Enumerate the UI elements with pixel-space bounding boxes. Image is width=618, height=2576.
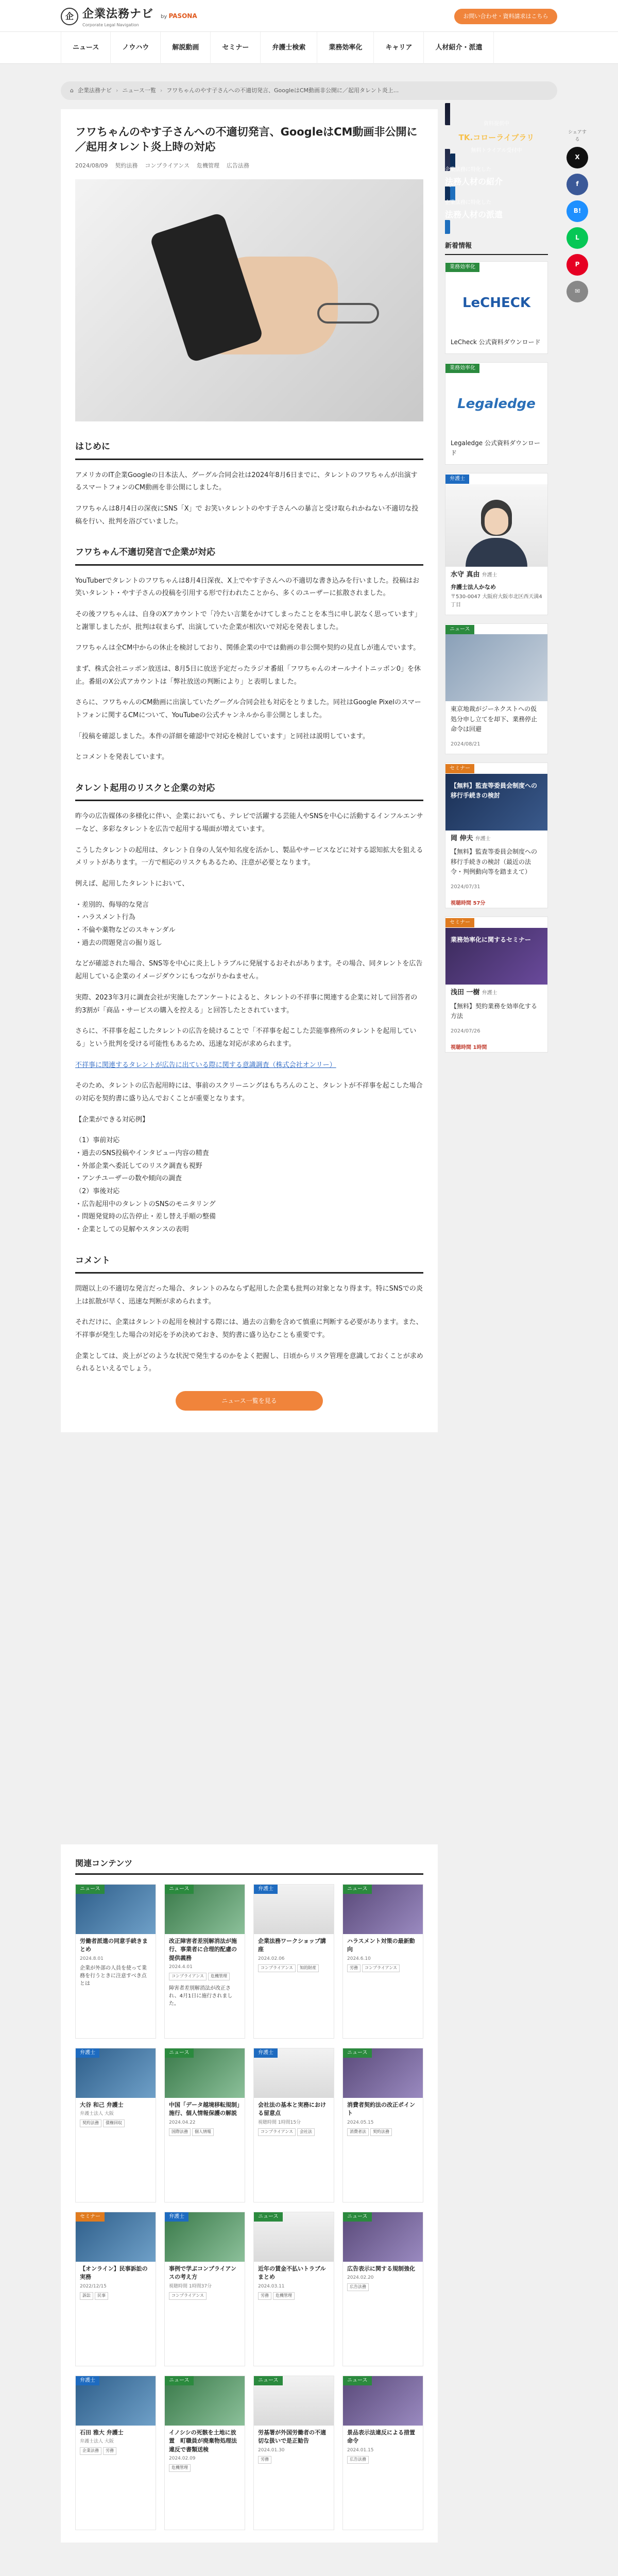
section-heading: はじめに — [75, 440, 423, 460]
article — [61, 109, 438, 1432]
related-date: 視聴時間 1時間15分 — [258, 2120, 301, 2125]
related-thumbnail — [76, 1885, 156, 1934]
card-date: 2024/07/26 — [451, 1028, 480, 1034]
paragraph: YouTuberでタレントのフワちゃんは8月4日深夜、X上でやす子さんへの不適切な書き込みを行いました。投稿はお笑いタレント・やす子さんの投稿を引用する形で行われたことから、多くのユーザーに拡散されました。 — [75, 577, 420, 598]
related-card[interactable] — [342, 2048, 423, 2202]
paragraph: まず、株式会社ニッポン放送は、8月5日に放送予定だったラジオ番組「フワちゃんのオールナイトニッポン0」を休止。番組のX公式アカウントは「弊社放送の判断により」と表明しました。 — [75, 665, 421, 686]
nav-item-7[interactable]: 人材紹介・派遣 — [424, 32, 494, 64]
section-heading: タレント起用のリスクと企業の対応 — [75, 782, 423, 801]
paragraph: 実際、2023年3月に調査会社が実施したアンケートによると、タレントの不祥事に関連する企業に対して回答者の約3割が「商品・サービスの購入を控える」と回答したとされています。 — [75, 993, 418, 1014]
related-card[interactable] — [342, 1884, 423, 2039]
seminar-thumbnail: 【無料】監査等委員会制度への移行手続きの検討 — [445, 774, 547, 831]
related-tags — [343, 2126, 423, 2138]
card-tag: 業務効率化 — [445, 263, 479, 272]
related-tags — [165, 1971, 245, 1982]
paragraph: 「投稿を確認しました。本件の詳細を確認中で対応を検討しています」と同社は説明しています。 — [75, 732, 369, 740]
related-tags — [343, 2281, 423, 2293]
article-date: 2024/08/09 — [75, 162, 108, 169]
legaledge-logo: Legaledge — [457, 396, 536, 412]
related-category: 弁護士 — [254, 1885, 278, 1894]
related-tags — [165, 2126, 245, 2138]
related-thumbnail — [343, 2212, 423, 2262]
paragraph: それだけに、企業はタレントの起用を検討する際には、過去の言動を含めて慎重に判断する必要があります。また、不祥事が発生した場合の対応を予め決めておき、契約書に盛り込むことも重要です。 — [75, 1318, 423, 1340]
related-thumbnail — [343, 1885, 423, 1934]
related-tag: 労務 — [258, 2456, 271, 2464]
related-content — [61, 1844, 438, 2543]
sidebar-card[interactable] — [445, 362, 548, 465]
reference-link[interactable]: 不祥事に関連するタレントが広告に出ている際に関する意識調査（株式会社オンリー） — [75, 1061, 336, 1069]
watch-time: 視聴時間 1時間 — [451, 1045, 487, 1050]
related-tag: 危機管理 — [273, 2292, 295, 2300]
related-tags — [343, 1962, 423, 1974]
sidebar-news-card[interactable] — [445, 623, 548, 754]
sidebar-seminar-card[interactable] — [445, 762, 548, 908]
related-category: ニュース — [76, 1885, 105, 1894]
banner-text: 資料提供中 — [484, 121, 509, 127]
related-category: 弁護士 — [76, 2048, 99, 2058]
related-tag: 契約法務 — [80, 2120, 101, 2127]
related-card[interactable] — [253, 1884, 334, 2039]
related-category: 弁護士 — [165, 2212, 188, 2222]
related-tag: 債権回収 — [103, 2120, 125, 2127]
article-title: フワちゃんのやす子さんへの不適切発言、GoogleはCM動画非公開に／起用タレント炎上時の対応 — [75, 126, 418, 154]
card-tag: 業務効率化 — [445, 364, 479, 373]
related-category: ニュース — [343, 2048, 372, 2058]
related-card[interactable] — [253, 2212, 334, 2366]
share-button-2[interactable]: B! — [566, 200, 588, 222]
related-tags — [254, 2126, 334, 2138]
contact-button[interactable]: お問い合わせ・資料請求はこちら — [454, 9, 557, 24]
list-item: ・アンチユーザーの数や傾向の調査 — [75, 1175, 182, 1183]
related-tag: 契約法務 — [370, 2128, 392, 2136]
related-date: 2024.05.15 — [347, 2120, 374, 2125]
list-item: ・問題発覚時の広告停止・差し替え手順の整備 — [75, 1213, 216, 1221]
related-date: 弁護士法人 大阪 — [80, 2439, 114, 2445]
list-item: （1）事前対応 — [75, 1137, 120, 1145]
related-thumbnail — [343, 2376, 423, 2426]
related-card[interactable] — [342, 2212, 423, 2366]
card-tag: 弁護士 — [445, 474, 469, 484]
lecheck-logo: LeCHECK — [462, 295, 531, 311]
card-caption: 東京地裁がジーネクストへの仮処分申し立てを却下、業務停止命令は回避 — [451, 705, 538, 733]
article-category[interactable]: 広告法務 — [226, 162, 249, 169]
related-date: 2024.01.15 — [347, 2447, 374, 2453]
paragraph: 企業としては、炎上がどのような状況で発生するのかをよく把握し、日頃からリスク管理を意識しておくことが求められるといえるでしょう。 — [75, 1352, 423, 1373]
related-date: 2024.02.06 — [258, 1956, 285, 1961]
related-thumbnail — [76, 2376, 156, 2426]
law-firm-address: 〒530-0047 大阪府大阪市北区西天満4丁目 — [451, 594, 542, 608]
global-nav — [0, 32, 618, 64]
banner-title: TK.コローライブラリ — [458, 132, 535, 142]
related-title: 広告表示に関する規制強化 — [347, 2265, 415, 2272]
card-tag: ニュース — [445, 625, 474, 634]
article-meta — [75, 161, 423, 171]
smartphone-shape — [149, 212, 264, 364]
site-header — [0, 0, 618, 32]
related-date: 2024.04.22 — [169, 2120, 196, 2125]
related-card[interactable] — [164, 2212, 245, 2366]
pasona-brand: PASONA — [168, 12, 197, 20]
sidebar-banner-dispatch[interactable] — [445, 187, 548, 233]
related-tags — [254, 2290, 334, 2302]
related-category: ニュース — [165, 2048, 194, 2058]
card-caption: LeCheck 公式資料ダウンロード — [451, 338, 541, 346]
related-title: 石田 雅大 弁護士 — [80, 2429, 124, 2436]
banner-text: 企業法務に特化した — [445, 199, 491, 206]
related-tag: 訴訟 — [80, 2292, 93, 2300]
related-tag: コンプライアンス — [169, 1973, 207, 1980]
sidebar — [445, 109, 548, 1061]
section-heading: フワちゃん不適切発言で企業が対応 — [75, 546, 423, 565]
related-title: 中国「データ越境移転規制」施行、個人情報保護の解説 — [169, 2101, 240, 2117]
related-title: 消費者契約法の改正ポイント — [347, 2101, 415, 2117]
banner-text: 無料トライアル受付中 — [471, 147, 522, 154]
lawyer-photo — [445, 484, 547, 567]
paragraph: 昨今の広告媒体の多様化に伴い、企業においても、テレビで活躍する芸能人やSNSを中心に活動するインフルエンサーなど、多彩なタレントを広告で起用する場面が増えています。 — [75, 812, 423, 833]
related-card[interactable] — [164, 2376, 245, 2530]
related-title: 大谷 和己 弁護士 — [80, 2101, 124, 2108]
share-button-0[interactable]: X — [566, 147, 588, 168]
card-date: 2024/07/31 — [451, 884, 480, 890]
related-date: 視聴時間 1時間37分 — [169, 2283, 212, 2289]
related-date: 2024.02.09 — [169, 2456, 196, 2462]
paragraph: などが確認された場合、SNS等を中心に炎上しトラブルに発展するおそれがあります。その場合、同タレントを広告起用している企業のイメージダウンにもつながりかねません。 — [75, 960, 423, 981]
related-title: 改正障害者差別解消法が施行、事業者に合理的配慮の提供義務 — [169, 1937, 237, 1961]
related-tag: 国際法務 — [169, 2128, 191, 2136]
breadcrumb — [61, 81, 557, 100]
related-tag: 民事 — [95, 2292, 108, 2300]
speaker-name-text: 浅田 一樹 — [451, 988, 480, 996]
sidebar-banner-library[interactable] — [445, 103, 548, 171]
list-item: ・不倫や薬物などのスキャンダル — [75, 926, 176, 935]
related-thumbnail — [254, 1885, 334, 1934]
related-date: 2024.02.20 — [347, 2275, 374, 2281]
seminar-thumbnail: 業務効率化に関するセミナー — [445, 928, 547, 985]
card-tag: セミナー — [445, 918, 474, 927]
related-date: 2022/12/15 — [80, 2283, 107, 2289]
related-thumbnail — [254, 2212, 334, 2262]
related-thumbnail — [254, 2376, 334, 2426]
paragraph: さらに、フワちゃんのCM動画に出演していたグーグル合同会社も対応をとりました。同社はGoogle Pixelのスマートフォンに関するCMについて、YouTubeの公式チャンネルから非公開としました。 — [75, 699, 421, 719]
paragraph: フワちゃんは全CM中からの休止を検討しており、関係企業の中では動画の非公開や契約の見直しが進んでいます。 — [75, 644, 420, 652]
list-item: （2）事後対応 — [75, 1188, 120, 1196]
sidebar-seminar-card[interactable] — [445, 917, 548, 1053]
home-icon[interactable]: ⌂ — [70, 87, 74, 94]
sidebar-lawyer-card[interactable] — [445, 473, 548, 615]
related-category: ニュース — [343, 2212, 372, 2222]
share-button-1[interactable]: f — [566, 174, 588, 195]
related-title: 会社法の基本と実務における留意点 — [258, 2101, 326, 2117]
news-thumbnail — [445, 634, 547, 701]
speaker-name — [445, 985, 547, 998]
related-card[interactable] — [164, 1884, 245, 2039]
paragraph: 例えば、起用したタレントにおいて、 — [75, 880, 189, 888]
related-card[interactable] — [253, 2048, 334, 2202]
related-tag: 労務 — [103, 2447, 116, 2455]
related-tag: 消費者法 — [347, 2128, 369, 2136]
breadcrumb-home[interactable]: 企業法務ナビ — [77, 87, 112, 94]
related-thumbnail — [343, 2048, 423, 2098]
speaker-name-text: 岡 伸夫 — [451, 834, 473, 842]
related-title: 企業法務ワークショップ講座 — [258, 1937, 326, 1953]
related-card[interactable] — [342, 2376, 423, 2530]
speaker-name — [445, 831, 547, 844]
lawyer-role: 弁護士 — [482, 572, 497, 579]
related-tags — [254, 1962, 334, 1974]
related-tags — [76, 2117, 156, 2129]
related-category: セミナー — [76, 2212, 105, 2222]
related-tag: コンプライアンス — [258, 1964, 296, 1972]
related-excerpt: 企業が外部の人員を使って業務を行うときに注意すべき点とは — [80, 1965, 147, 1987]
related-date: 2024.01.30 — [258, 2447, 285, 2453]
related-title: 近年の賃金不払いトラブルまとめ — [258, 2265, 326, 2281]
law-firm: 弁護士法人かなめ — [451, 583, 496, 590]
paragraph: こうしたタレントの起用は、タレント自身の人気や知名度を活かし、製品やサービスなどに対する認知拡大を狙えるメリットがあります。一方で相応のリスクもあるため、注意が必要となります。 — [75, 846, 423, 867]
related-thumbnail — [254, 2048, 334, 2098]
related-tag: コンプライアンス — [362, 1964, 400, 1972]
watch-time: 視聴時間 57分 — [451, 901, 486, 907]
news-list-button[interactable]: ニュース一覧を見る — [176, 1391, 323, 1411]
article-category[interactable]: 危機管理 — [196, 162, 219, 169]
related-category: ニュース — [165, 1885, 194, 1894]
related-category: ニュース — [343, 1885, 372, 1894]
share-bar — [566, 129, 588, 308]
paragraph: そのため、タレントの広告起用時には、事前のスクリーニングはもちろんのこと、タレントが不祥事を起こした場合の対応を契約書に盛り込んでおくことが重要となります。 — [75, 1082, 423, 1103]
related-date: 2024.4.01 — [169, 1964, 193, 1970]
related-tag: 個人情報 — [192, 2128, 214, 2136]
sidebar-card[interactable] — [445, 261, 548, 354]
section-heading: コメント — [75, 1254, 423, 1274]
related-category: ニュース — [254, 2212, 283, 2222]
logo-by — [161, 11, 197, 21]
sidebar-heading: 新着情報 — [445, 241, 548, 255]
nav-item-1[interactable]: ノウハウ — [111, 32, 161, 64]
paragraph: 問題以上の不適切な発言だった場合、タレントのみならず起用した企業も批判の対象となり得ます。特にSNSでの炎上は拡散が早く、迅速な判断が求められます。 — [75, 1285, 423, 1306]
paragraph: フワちゃんは8月4日の深夜にSNS「X」で お笑いタレントのやす子さんへの暴言と受け取られかねない不適切な投稿を行い、批判を浴びていました。 — [75, 504, 419, 526]
breadcrumb-current: フワちゃんのやす子さんへの不適切発言、GoogleはCM動画非公開に／起用タレント炎上... — [166, 87, 399, 94]
related-date: 2024.6.10 — [347, 1956, 371, 1961]
nav-item-3[interactable]: セミナー — [211, 32, 261, 64]
card-date: 2024/08/21 — [451, 741, 480, 747]
list-item: ・過去のSNS投稿やインタビュー内容の精査 — [75, 1149, 209, 1157]
list-item: ・広告起用中のタレントのSNSのモニタリング — [75, 1200, 216, 1208]
related-tags — [343, 2454, 423, 2466]
share-button-4[interactable]: P — [566, 254, 588, 276]
related-tag: 労務 — [258, 2292, 271, 2300]
lawyer-name-text: 水守 真由 — [451, 571, 480, 579]
related-card[interactable] — [75, 2376, 156, 2530]
article-category[interactable]: 契約法務 — [115, 162, 138, 169]
paragraph: その後フワちゃんは、自身のXアカウントで「冷たい言葉をかけてしまったことを本当に申し訳なく思っています」と謝罪しましたが、批判は収まらず、出演していた企業が相次いで対応を発表しました。 — [75, 610, 421, 631]
list-item: ・過去の問題発言の掘り返し — [75, 939, 163, 947]
related-thumbnail — [76, 2212, 156, 2262]
paragraph: アメリカのIT企業Googleの日本法人、グーグル合同会社は2024年8月6日までに、タレントのフワちゃんが出演するスマートフォンのCM動画を非公開にしました。 — [75, 471, 418, 492]
card-caption: 【無料】契約業務を効率化する方法 — [451, 1002, 538, 1020]
related-title: 景品表示法違反による措置命令 — [347, 2429, 415, 2445]
nav-item-4[interactable]: 弁護士検索 — [261, 32, 317, 64]
related-tag: 広告法務 — [347, 2283, 369, 2291]
related-tag: コンプライアンス — [169, 2292, 207, 2300]
related-date: 弁護士法人 大阪 — [80, 2111, 114, 2117]
share-button-3[interactable]: L — [566, 227, 588, 249]
related-card[interactable] — [75, 1884, 156, 2039]
glasses-shape — [317, 303, 379, 324]
related-thumbnail — [165, 2212, 245, 2262]
article-category[interactable]: コンプライアンス — [145, 162, 190, 169]
list-item: ・企業としての見解やスタンスの表明 — [75, 1226, 189, 1234]
banner-title: 法務人材の紹介 — [445, 176, 503, 187]
banner-title: 法務人材の派遣 — [445, 209, 503, 219]
related-tag: 知的財産 — [297, 1964, 319, 1972]
card-caption: Legaledge 公式資料ダウンロード — [451, 439, 540, 457]
breadcrumb-news[interactable]: ニュース一覧 — [122, 87, 156, 94]
hero-image — [75, 179, 423, 421]
related-category: 弁護士 — [76, 2376, 99, 2385]
related-heading: 関連コンテンツ — [75, 1857, 423, 1875]
chevron-right-icon: › — [115, 87, 118, 94]
nav-item-2[interactable]: 解説動画 — [161, 32, 211, 64]
card-tag: セミナー — [445, 764, 474, 773]
related-tag: 危機管理 — [169, 2464, 191, 2472]
related-title: 労働者派遣の同意手続きまとめ — [80, 1937, 148, 1953]
related-title: イノシシの死骸を土地に放置 町職員が廃棄物処理法違反で書類送検 — [169, 2429, 237, 2453]
site-logo[interactable] — [61, 5, 197, 27]
chevron-right-icon: › — [160, 87, 163, 94]
related-tags — [76, 2445, 156, 2457]
list-item: ・差別的、侮辱的な発言 — [75, 901, 149, 909]
logo-by-label: by — [161, 14, 167, 20]
paragraph: とコメントを発表しています。 — [75, 753, 168, 761]
paragraph: さらに、不祥事を起こしたタレントの広告を続けることで「不祥事を起こした芸能事務所のタレントを起用している」という批判を受ける可能性もあるため、迅速な対応が求められます。 — [75, 1027, 417, 1048]
related-date: 2024.03.11 — [258, 2283, 285, 2289]
related-thumbnail — [165, 2048, 245, 2098]
sidebar-banner-recruit[interactable] — [445, 154, 548, 200]
nav-item-5[interactable]: 業務効率化 — [317, 32, 374, 64]
related-card[interactable] — [75, 2212, 156, 2366]
share-button-5[interactable]: ✉ — [566, 281, 588, 302]
related-tags — [254, 2454, 334, 2466]
related-card[interactable] — [253, 2376, 334, 2530]
speaker-role: 弁護士 — [475, 836, 491, 842]
lawyer-name — [445, 567, 547, 581]
related-category: 弁護士 — [254, 2048, 278, 2058]
related-tag: 労務 — [347, 1964, 360, 1972]
related-thumbnail — [76, 2048, 156, 2098]
related-tag: 広告法務 — [347, 2456, 369, 2464]
related-tags — [76, 2290, 156, 2302]
related-tag: 危機管理 — [208, 1973, 230, 1980]
nav-item-6[interactable]: キャリア — [374, 32, 424, 64]
related-tag: 企業法務 — [80, 2447, 101, 2455]
list-item: ・外部企業へ委託してのリスク調査も視野 — [75, 1162, 202, 1170]
related-thumbnail — [165, 2376, 245, 2426]
related-title: 事例で学ぶコンプライアンスの考え方 — [169, 2265, 236, 2281]
related-tags — [165, 2290, 245, 2302]
logo-mark: 企 — [61, 8, 78, 25]
list-item: ・ハラスメント行為 — [75, 913, 135, 922]
share-label: シェアする — [568, 130, 587, 143]
related-card[interactable] — [164, 2048, 245, 2202]
related-title: ハラスメント対策の最新動向 — [347, 1937, 415, 1953]
related-tags — [165, 2462, 245, 2474]
related-tag: コンプライアンス — [258, 2128, 296, 2136]
related-title: 労基署が外国労働者の不適切な扱いで是正勧告 — [258, 2429, 326, 2445]
speaker-role: 弁護士 — [482, 990, 497, 996]
logo-subtitle: Corporate Legal Navigation — [82, 23, 139, 28]
banner-text: 企業法務に特化した — [445, 166, 491, 173]
logo-text: 企業法務ナビ — [82, 8, 154, 21]
related-category: ニュース — [254, 2376, 283, 2385]
nav-item-0[interactable]: ニュース — [61, 32, 111, 64]
related-thumbnail — [165, 1885, 245, 1934]
related-category: ニュース — [343, 2376, 372, 2385]
related-category: ニュース — [165, 2376, 194, 2385]
related-excerpt: 障害者差別解消法が改正され、4月1日に施行されました。 — [169, 1986, 233, 2007]
paragraph: 【企業ができる対応例】 — [75, 1115, 149, 1124]
related-tag: 会社法 — [297, 2128, 315, 2136]
related-date: 2024.8.01 — [80, 1956, 104, 1961]
card-caption: 【無料】監査等委員会制度への移行手続きの検討（最近の法令・判例動向等を踏まえて） — [451, 848, 538, 875]
related-title: 【オンライン】民事訴訟の実務 — [80, 2265, 148, 2281]
related-card[interactable] — [75, 2048, 156, 2202]
